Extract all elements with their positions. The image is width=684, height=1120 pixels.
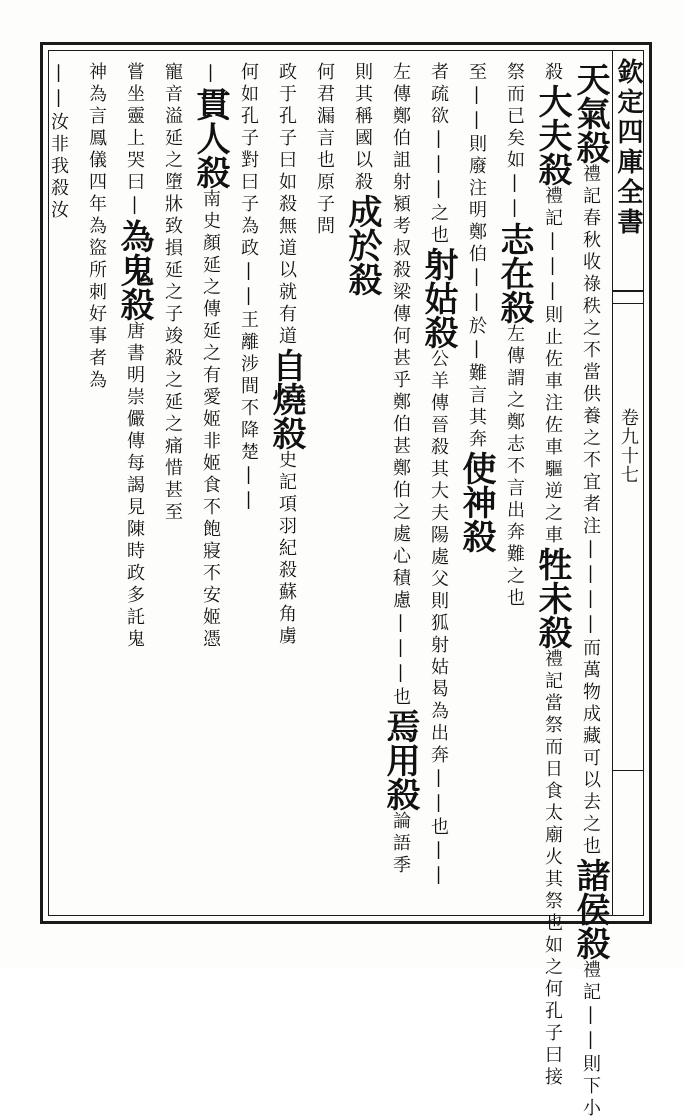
annotation-text: 至||則廢 — [466, 62, 487, 178]
text-column — [570, 62, 610, 1120]
annotation-text: 殺梁傳何甚乎鄭伯甚鄭伯之處心積慮|||也 — [390, 260, 411, 709]
fish-tail-marker — [612, 290, 644, 304]
annotation-text: 嘗坐靈上哭曰| — [124, 62, 145, 219]
annotation-text: 史記項羽紀殺蘇角虜 — [276, 450, 297, 648]
text-column — [38, 62, 78, 907]
lower-rule — [612, 770, 644, 771]
annotation-text: 唐書明崇儼傳每謁見陳時政多託鬼 — [124, 321, 145, 651]
text-column — [532, 62, 572, 1089]
text-column — [304, 62, 344, 907]
text-column — [494, 62, 534, 907]
annotation-text: 注明鄭伯||於|難言其奔 — [466, 178, 487, 451]
annotation-text: 則其稱國以殺 — [352, 62, 373, 194]
entry-heading: 志在殺 — [494, 222, 534, 324]
entry-heading: 射姑殺 — [418, 247, 458, 349]
text-column — [418, 62, 458, 907]
annotation-text: 原子問 — [314, 172, 335, 238]
entry-heading: 自燒殺 — [266, 348, 306, 450]
annotation-text: 禮記||則下小 — [580, 960, 601, 1120]
annotation-text: 公羊傳晉殺其大夫陽處父則狐射姑曷為出奔||也|| — [428, 349, 449, 889]
entry-heading: 天氣殺 — [570, 62, 610, 164]
entry-heading: 成於殺 — [342, 194, 382, 296]
text-column — [152, 62, 192, 907]
text-column — [76, 62, 116, 907]
text-column — [228, 62, 268, 907]
annotation-text: 祭而已矣如|| — [504, 62, 525, 222]
annotation-text: 政于孔子曰如殺無道以就有道 — [276, 62, 297, 348]
text-column — [380, 62, 420, 907]
annotation-text: 左傳鄭伯詛射潁考叔 — [390, 62, 411, 260]
volume-label: 卷九十七 — [618, 408, 639, 484]
entry-heading: 為鬼殺 — [114, 219, 154, 321]
text-column — [342, 62, 382, 907]
annotation-text: 南史顏延之傳延之有愛姬非姬食不飽寢不安姬憑 — [200, 189, 221, 651]
annotation-text: 禮記春秋收祿秩之不當供養之不宜者注||||而萬物成藏可以去之也 — [580, 164, 601, 858]
annotation-text: 何如孔子對曰子為政|| — [238, 62, 259, 310]
annotation-text: 論語季 — [390, 811, 411, 877]
annotation-text: 者疏欲|||之也 — [428, 62, 449, 247]
annotation-text: ||汝非我殺汝 — [48, 62, 69, 222]
annotation-text: 寵音溢延之墮牀致損延之子竣殺之延之痛惜甚至 — [162, 62, 183, 524]
text-column — [190, 62, 230, 907]
annotation-text: 殺 — [542, 62, 563, 84]
entry-heading: 貫人殺 — [190, 87, 230, 189]
annotation-text: 禮記|||則止佐車注佐車驅逆之車 — [542, 186, 563, 547]
book-title: 欽定四庫全書 — [613, 58, 643, 238]
text-column — [114, 62, 154, 907]
annotation-text: 禮記當祭而日食太廟火其祭也如之何孔子曰接 — [542, 649, 563, 1089]
annotation-text: 左傳謂之鄭志不言出奔難之也 — [504, 324, 525, 610]
annotation-text: 何君漏言也 — [314, 62, 335, 172]
entry-heading: 牲未殺 — [532, 547, 572, 649]
annotation-text: 神為言鳳儀四年為盜所刺好事者為 — [86, 62, 107, 392]
text-column — [456, 62, 496, 907]
entry-heading: 諸侯殺 — [570, 858, 610, 960]
annotation-text: | — [200, 62, 221, 87]
entry-heading: 焉用殺 — [380, 709, 420, 811]
text-column — [266, 62, 306, 907]
entry-heading: 大夫殺 — [532, 84, 572, 186]
annotation-text: 王離涉間不降楚|| — [238, 310, 259, 514]
entry-heading: 使神殺 — [456, 451, 496, 553]
